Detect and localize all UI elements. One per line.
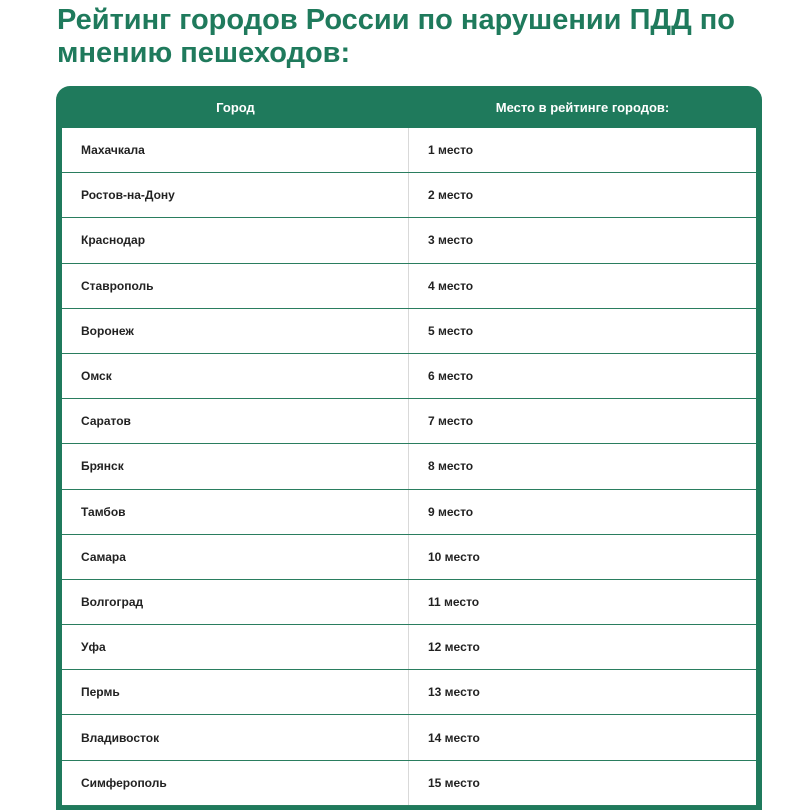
city-cell: Саратов	[62, 399, 409, 443]
rank-cell: 6 место	[428, 369, 474, 384]
rank-cell: 9 место	[428, 504, 474, 519]
rank-cell: 4 место	[428, 278, 474, 293]
rank-cell: 13 место	[428, 685, 480, 700]
city-cell: Махачкала	[62, 128, 409, 172]
rank-cell: 10 место	[428, 549, 480, 564]
rank-cell: 5 место	[428, 323, 474, 338]
city-cell: Волгоград	[62, 580, 409, 624]
header-rank: Место в рейтинге городов:	[495, 99, 670, 115]
rank-cell: 2 место	[428, 188, 474, 203]
rank-cell: 3 место	[428, 233, 474, 248]
table-row	[62, 399, 756, 444]
city-cell: Омск	[62, 354, 409, 398]
table-row	[62, 309, 756, 354]
table-row	[62, 535, 756, 580]
rank-cell: 15 место	[428, 775, 480, 790]
rank-cell: 8 место	[428, 459, 474, 474]
city-cell: Воронеж	[62, 309, 409, 353]
table-body	[62, 128, 756, 806]
table-row	[62, 444, 756, 489]
city-cell: Ростов-на-Дону	[62, 173, 409, 217]
city-cell: Краснодар	[62, 218, 409, 262]
table-row	[62, 580, 756, 625]
table-row	[62, 761, 756, 806]
city-cell: Ставрополь	[62, 264, 409, 308]
table-row	[62, 490, 756, 535]
rank-cell: 11 место	[428, 594, 480, 609]
city-cell: Самара	[62, 535, 409, 579]
header-city: Город	[216, 99, 255, 115]
table-row	[62, 173, 756, 218]
city-cell: Тамбов	[62, 490, 409, 534]
rank-cell: 12 место	[428, 640, 480, 655]
rank-cell: 7 место	[428, 414, 474, 429]
page-title: Рейтинг городов России по нарушении ПДД по мнению пешеходов:	[57, 4, 736, 69]
table-row	[62, 354, 756, 399]
ranking-table	[56, 86, 762, 810]
city-cell: Пермь	[62, 670, 409, 714]
table-row	[62, 625, 756, 670]
rank-cell: 14 место	[428, 730, 480, 745]
table-row	[62, 264, 756, 309]
city-cell: Уфа	[62, 625, 409, 669]
city-cell: Симферополь	[62, 761, 409, 805]
city-cell: Брянск	[62, 444, 409, 488]
table-row	[62, 218, 756, 263]
table-row	[62, 670, 756, 715]
table-row	[62, 715, 756, 760]
city-cell: Владивосток	[62, 715, 409, 759]
table-row	[62, 128, 756, 173]
table-header	[62, 86, 756, 128]
rank-cell: 1 место	[428, 143, 474, 158]
